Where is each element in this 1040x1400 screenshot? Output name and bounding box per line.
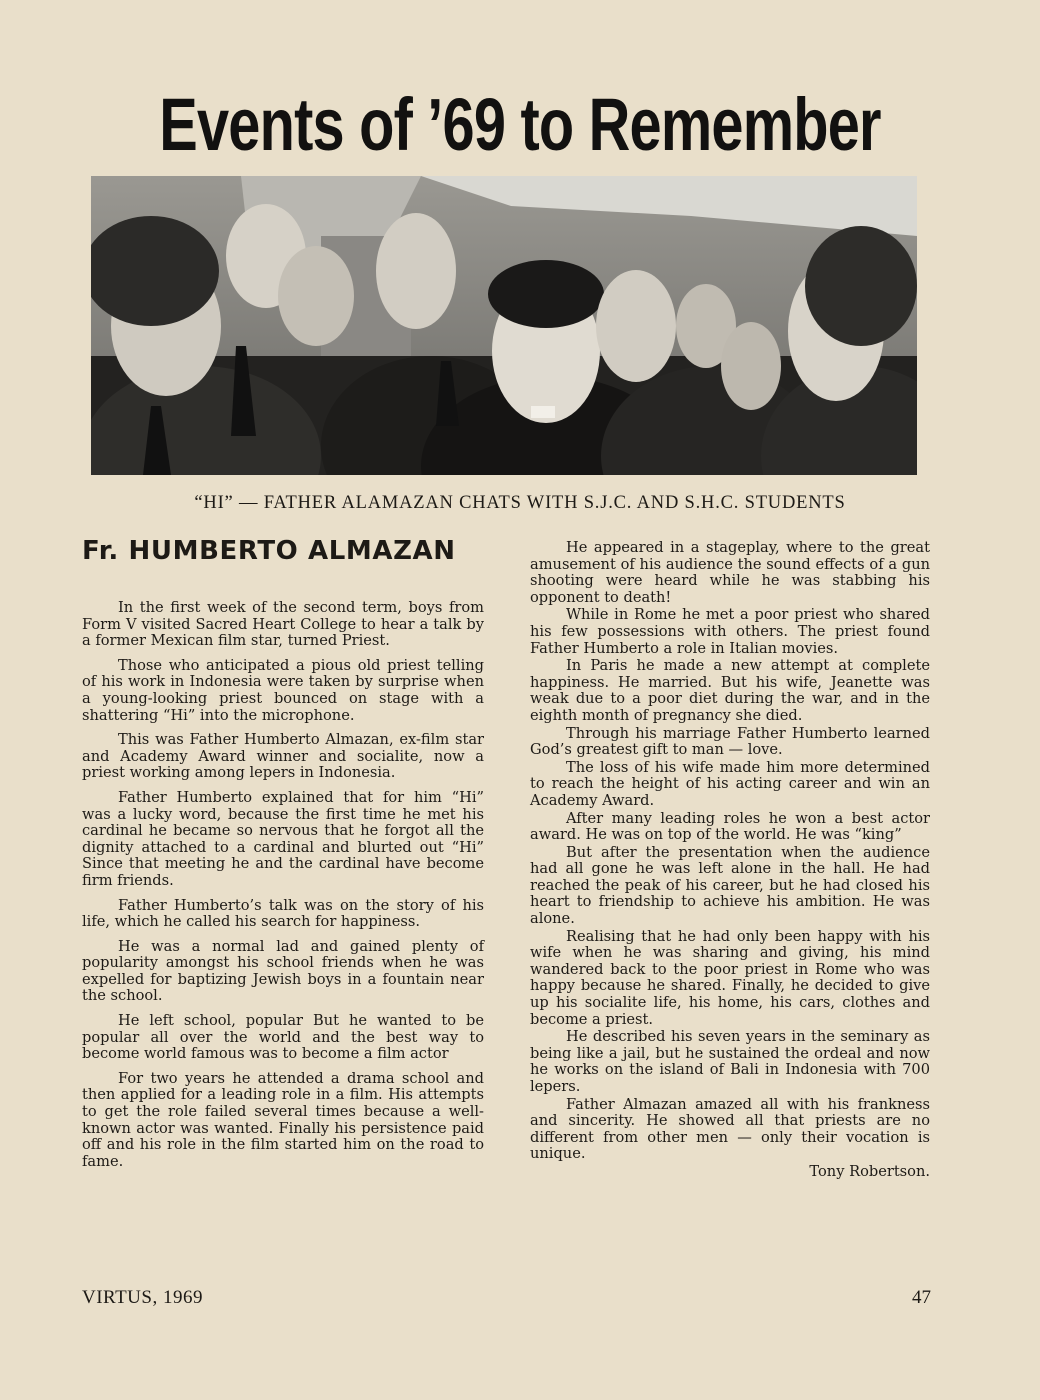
paragraph: He was a normal lad and gained plenty of popularity amongst his school friends when he was expelled for baptizing Jewish boys in a fountain near the school. <box>82 937 484 1005</box>
article-left-column <box>82 536 484 1178</box>
paragraph: Father Almazan amazed all with his frankness and sincerity. He showed all that priests are no different from other men — only their vocation is unique. <box>530 1095 930 1163</box>
paragraph: After many leading roles he won a best actor award. He was on top of the world. He was “king” <box>530 809 930 844</box>
group-photo <box>91 176 917 475</box>
paragraph: In the first week of the second term, boys from Form V visited Sacred Heart College to hear a talk by a former Mexican film star, turned Priest. <box>82 599 484 650</box>
page-number: 47 <box>912 1287 931 1308</box>
photo-caption: “HI” — FATHER ALAMAZAN CHATS WITH S.J.C. AND S.H.C. STUDENTS <box>194 493 846 513</box>
paragraph: Realising that he had only been happy with his wife when he was sharing and giving, his mind wandered back to the poor priest in Rome who was happy because he shared. Finally, he decided to give up his socialite life, his home, his cars, clothes and become a priest. <box>530 927 930 1028</box>
paragraph: Father Humberto explained that for him “Hi” was a lucky word, because the first time he met his cardinal he became so nervous that he forgot all the dignity attached to a cardinal and blurted out “Hi” Since that meeting he and the cardinal have become firm friends. <box>82 788 484 889</box>
paragraph: The loss of his wife made him more determined to reach the height of his acting career and win an Academy Award. <box>530 758 930 809</box>
article-right-column <box>530 540 930 1182</box>
footer-publication: VIRTUS, 1969 <box>82 1287 203 1308</box>
byline: Tony Robertson. <box>809 1162 930 1180</box>
paragraph: For two years he attended a drama school and then applied for a leading role in a film. His attempts to get the role failed several times because a well-known actor was wanted. Finally his persistence paid off and his role in the film started him on the road to fame. <box>82 1069 484 1170</box>
paragraph: While in Rome he met a poor priest who shared his few possessions with others. The priest found Father Humberto a role in Italian movies. <box>530 606 930 657</box>
paragraph: In Paris he made a new attempt at complete happiness. He married. But his wife, Jeanette was weak due to a poor diet during the war, and in the eighth month of pregnancy she died. <box>530 657 930 724</box>
page-title: Events of ’69 to Remember <box>159 83 881 166</box>
paragraph: He appeared in a stageplay, where to the great amusement of his audience the sound effects of a gun shooting were heard while he was stabbing his opponent to death! <box>530 539 930 606</box>
paragraph: Through his marriage Father Humberto learned God’s greatest gift to man — love. <box>530 724 930 759</box>
paragraph: Father Humberto’s talk was on the story of his life, which he called his search for happiness. <box>82 896 484 931</box>
paragraph: He described his seven years in the seminary as being like a jail, but he sustained the ordeal and now he works on the island of Bali in Indonesia with 700 lepers. <box>530 1028 930 1095</box>
article-heading: Fr. HUMBERTO ALMAZAN <box>82 536 456 566</box>
paragraph: Those who anticipated a pious old priest telling of his work in Indonesia were taken by surprise when a young-looking priest bounced on stage with a shattering “Hi” into the microphone. <box>82 656 484 724</box>
photo-illustration <box>91 176 917 475</box>
paragraph: But after the presentation when the audience had all gone he was left alone in the hall. He had reached the peak of his career, but he had closed his heart to friendship to achieve his ambition. He was alone. <box>530 843 930 928</box>
paragraph: He left school, popular But he wanted to be popular all over the world and the best way to become world famous was to become a film actor <box>82 1012 484 1063</box>
paragraph: This was Father Humberto Almazan, ex-film star and Academy Award winner and socialite, now a priest working among lepers in Indonesia. <box>82 731 484 782</box>
